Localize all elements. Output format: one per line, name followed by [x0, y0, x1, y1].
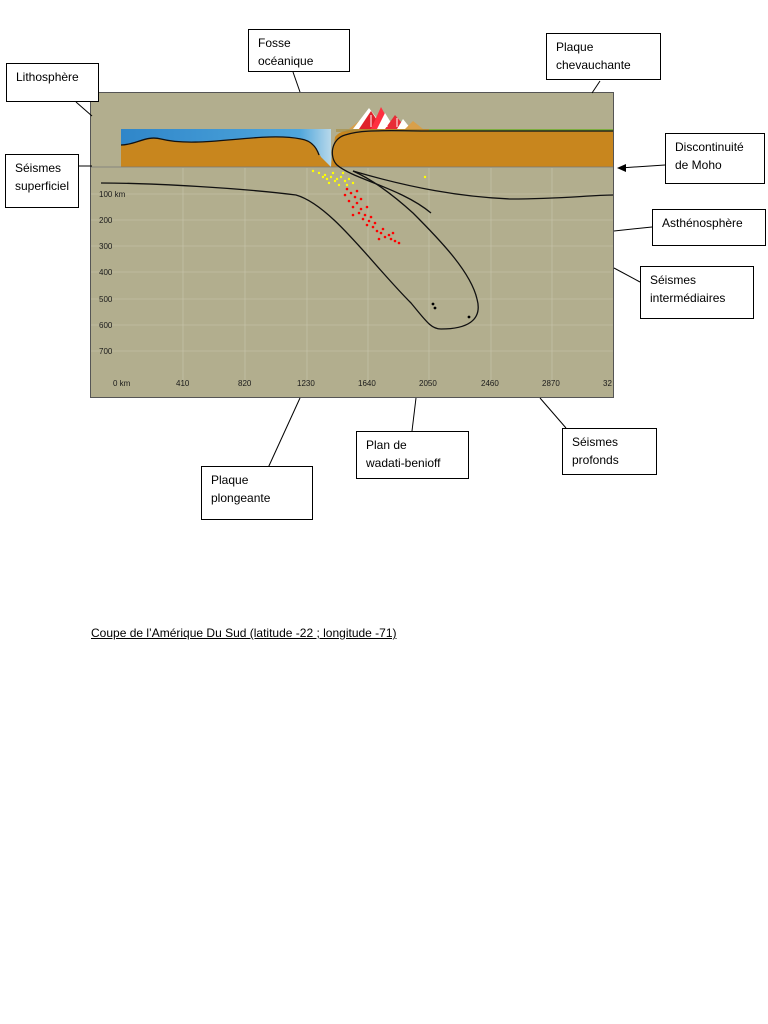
label-plaque-chevauchante: Plaque chevauchante [546, 33, 661, 80]
shallow-earthquakes [312, 170, 426, 186]
depth-tick: 100 km [99, 190, 126, 199]
oceanic-lithosphere [121, 137, 331, 167]
distance-tick: 32 [603, 379, 612, 388]
label-plaque-plongeante: Plaque plongeante [201, 466, 313, 520]
grid [91, 168, 614, 383]
leader-seismes-profonds [540, 398, 566, 428]
label-lithosphere: Lithosphère [6, 63, 99, 102]
label-fosse-oceanique: Fosse océanique [248, 29, 350, 72]
label-asthenosphere: Asthénosphère [652, 209, 766, 246]
leader-seismes-intermediaires [614, 268, 640, 282]
label-seismes-superficiel: Séismes superficiel [5, 154, 79, 208]
volcanoes [349, 107, 423, 129]
distance-tick: 2870 [542, 379, 560, 388]
distance-tick: 1230 [297, 379, 315, 388]
distance-tick: 1640 [358, 379, 376, 388]
leader-asthenosphere [614, 227, 652, 231]
depth-tick: 600 [99, 321, 113, 330]
depth-tick: 400 [99, 268, 113, 277]
depth-tick: 200 [99, 216, 113, 225]
distance-tick: 410 [176, 379, 190, 388]
distance-tick: 0 km [113, 379, 131, 388]
depth-tick: 700 [99, 347, 113, 356]
intermediate-earthquakes [344, 188, 401, 245]
cross-section-figure [90, 92, 614, 398]
leader-moho [620, 165, 665, 168]
leader-wadati [412, 398, 416, 431]
label-seismes-intermediaires: Séismes intermédiaires [640, 266, 754, 319]
distance-tick: 2050 [419, 379, 437, 388]
distance-tick: 2460 [481, 379, 499, 388]
cross-section-svg [91, 93, 614, 398]
deep-earthquakes [432, 303, 471, 319]
leader-plaque-plongeante [268, 398, 300, 468]
figure-caption: Coupe de l’Amérique Du Sud (latitude -22 ; longitude -71) [91, 626, 397, 640]
label-moho: Discontinuité de Moho [665, 133, 765, 184]
depth-tick: 500 [99, 295, 113, 304]
arrowhead-icon [617, 164, 626, 172]
continental-lithosphere [331, 129, 614, 167]
depth-tick: 300 [99, 242, 113, 251]
label-seismes-profonds: Séismes profonds [562, 428, 657, 475]
distance-tick: 820 [238, 379, 252, 388]
distance-axis [113, 379, 612, 388]
leader-fosse [293, 72, 300, 92]
depth-axis [99, 190, 126, 356]
label-plan-wadati-benioff: Plan de wadati-benioff [356, 431, 469, 479]
